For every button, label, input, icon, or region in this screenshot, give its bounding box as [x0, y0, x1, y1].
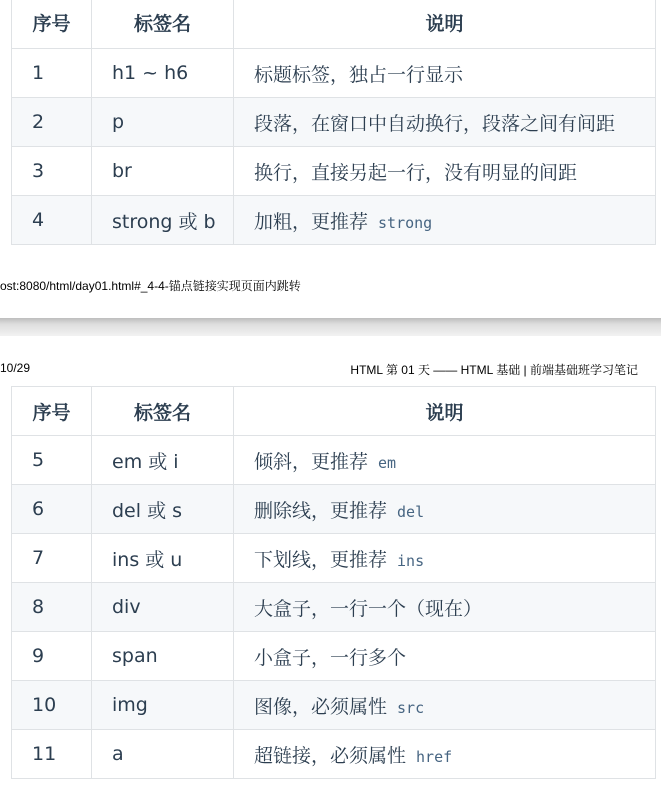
row-index: 9: [12, 632, 92, 681]
row-desc-text: 小盒子，一行多个: [254, 646, 407, 669]
header-desc: 说明: [234, 387, 656, 436]
row-tag: p: [92, 98, 234, 147]
row-desc: [234, 681, 656, 730]
inline-code: href: [416, 747, 453, 766]
row-index: 7: [12, 534, 92, 583]
page-break-gap: [0, 318, 661, 336]
header-desc: 说明: [234, 0, 656, 49]
table-row: [12, 485, 656, 534]
row-index: 5: [12, 436, 92, 485]
row-desc-text: 删除线，更推荐: [254, 499, 388, 522]
row-index: 2: [12, 98, 92, 147]
table-row: [12, 632, 656, 681]
row-desc-text: 大盒子，一行一个（现在）: [254, 597, 483, 620]
tag-table-bottom: [11, 386, 656, 779]
page-footer-url: ost:8080/html/day01.html#_4-4-锚点链接实现页面内跳转: [0, 279, 301, 293]
table-header-row: [12, 0, 656, 49]
row-desc: [234, 485, 656, 534]
inline-code: src: [397, 698, 425, 717]
row-tag: ins 或 u: [92, 534, 234, 583]
inline-code: em: [378, 453, 397, 472]
table-row: [12, 49, 656, 98]
header-index: 序号: [12, 387, 92, 436]
inline-code: ins: [397, 551, 425, 570]
row-desc-text: 图像，必须属性: [254, 695, 388, 718]
row-desc: [234, 196, 656, 245]
row-index: 3: [12, 147, 92, 196]
row-desc-text: 换行，直接另起一行，没有明显的间距: [254, 161, 578, 184]
row-desc: [234, 98, 656, 147]
row-desc-text: 超链接，必须属性: [254, 744, 407, 767]
row-desc-text: 倾斜，更推荐: [254, 450, 369, 473]
tag-table-top: [11, 0, 656, 245]
table-row: [12, 534, 656, 583]
table-row: [12, 98, 656, 147]
inline-code: strong: [378, 213, 433, 232]
table-header-row: [12, 387, 656, 436]
row-index: 10: [12, 681, 92, 730]
row-tag: span: [92, 632, 234, 681]
inline-code: del: [397, 502, 425, 521]
row-desc-text: 加粗，更推荐: [254, 210, 369, 233]
row-tag: img: [92, 681, 234, 730]
table-row: [12, 436, 656, 485]
table-row: [12, 730, 656, 779]
header-tag: 标签名: [92, 0, 234, 49]
row-desc-text: 下划线，更推荐: [254, 548, 388, 571]
header-tag: 标签名: [92, 387, 234, 436]
row-index: 4: [12, 196, 92, 245]
row-desc-text: 标题标签，独占一行显示: [254, 63, 464, 86]
row-desc: [234, 147, 656, 196]
row-tag: em 或 i: [92, 436, 234, 485]
table-row: [12, 147, 656, 196]
table-row: [12, 196, 656, 245]
page-number: 10/29: [0, 361, 31, 375]
row-tag: del 或 s: [92, 485, 234, 534]
row-index: 8: [12, 583, 92, 632]
row-tag: strong 或 b: [92, 196, 234, 245]
row-tag: br: [92, 147, 234, 196]
row-desc: [234, 534, 656, 583]
table-row: [12, 583, 656, 632]
row-index: 11: [12, 730, 92, 779]
row-tag: h1 ~ h6: [92, 49, 234, 98]
row-desc: [234, 436, 656, 485]
row-desc: [234, 632, 656, 681]
row-tag: a: [92, 730, 234, 779]
table-row: [12, 681, 656, 730]
header-index: 序号: [12, 0, 92, 49]
row-desc-text: 段落，在窗口中自动换行，段落之间有间距: [254, 112, 616, 135]
row-desc: [234, 730, 656, 779]
row-tag: div: [92, 583, 234, 632]
row-index: 1: [12, 49, 92, 98]
row-desc: [234, 49, 656, 98]
row-index: 6: [12, 485, 92, 534]
row-desc: [234, 583, 656, 632]
page-running-title: HTML 第 01 天 —— HTML 基础 | 前端基础班学习笔记: [350, 363, 638, 377]
